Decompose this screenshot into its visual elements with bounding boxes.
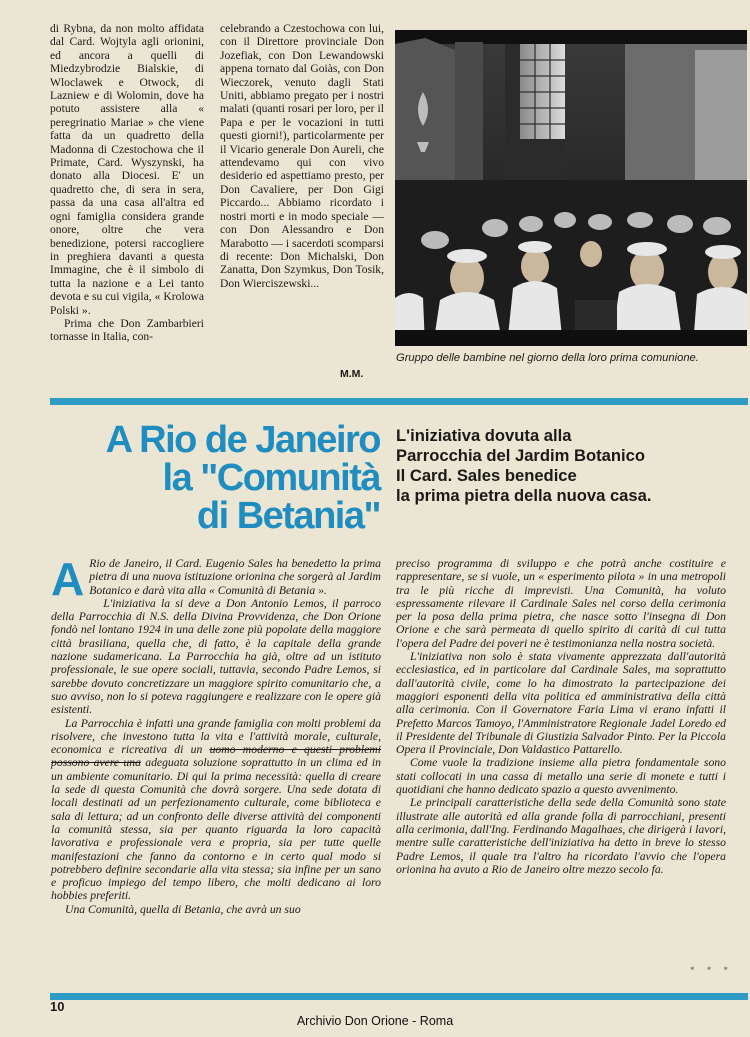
archive-footer: Archivio Don Orione - Roma — [296, 1014, 454, 1028]
section-divider-bottom — [50, 993, 748, 1000]
article-left-column — [51, 553, 381, 916]
drop-cap: A — [51, 553, 85, 605]
headline-line-3: di Betania" — [196, 495, 380, 537]
top-article-column-2 — [220, 22, 384, 290]
headline-line-1: A Rio de Janeiro — [105, 419, 380, 461]
body-paragraph: Una Comunità, quella di Betania, che avrà un suo — [65, 902, 301, 916]
article-deck — [396, 426, 736, 506]
body-paragraph: Le principali caratteristiche della sede della Comunità sono state illustrate alle autorità ed alla grande folla di parrocchiani, presenti alla cerimonia, dall'Ing. Ferdinando Magalhaes, che dirigerà i lavori, mentre sulle caratteristiche dell'iniziativa ha detto in breve lo stesso Padre Lemos, il quale tra l'altro ha ricordato l'avvio che l'opera orionina ha avuto a Rio de Janeiro oltre mezzo secolo fa. — [396, 796, 726, 876]
body-paragraph: Come vuole la tradizione insieme alla pietra fondamentale sono stati collocati in una cassa di metallo una serie di monete e tutti i quotidiani che hanno dedicato spazio a questo avvenimento. — [396, 756, 726, 797]
first-communion-photo-illustration — [395, 30, 747, 346]
deck-line-2: Parrocchia del Jardim Botanico — [396, 446, 645, 465]
body-paragraph — [51, 717, 381, 903]
top-article-col1-paragraph-1: di Rybna, da non molto affidata dal Card. Wojtyla agli orionini, ed ancora a quelli di Miedzybrodzie Bialskie, di Wloclawek e Otwock, di Lazniew e di Wolomin, dove ha potuto assistere alla « peregrinatio Mariae » che viene fatta da un quadretto della Madonna di Czestochowa che il Primate, Card. Wyszynski, ha donato alla Diocesi. E' un quadretto che, di sera in sera, passa da una casa all'altra ed ogni famiglia considera grande onore, oltre che vera benedizione, potersi raccogliere in preghiera davanti a questa Immagine, che è il simbolo di tutta la nazione e a Lei tanto devota e su cui vigila, « Krolowa Polski ». — [50, 22, 204, 317]
body-text: adeguata soluzione soprattutto in un clima ed in un ambiente comunitario. Di qui la prima necessità: quella di creare la sede di questa Comunità che dovrà sorgere. Una sede dotata di locali destinati ad un perfezionamento culturale, come biblioteca e sala di lettura; ad un confronto delle diverse attività dei componenti la comunità stessa, sia per quanto riguarda la loro capacità lavorativa e professionale vera e propria, sia per tutte quelle manifestazioni che fanno da contorno e in certo qual modo si potrebbero definire secondarie alla vita stessa; sia infine per un sano e proficuo impiego del tempo libero, che molti dedicano ai loro hobbies preferiti. — [51, 756, 381, 903]
photo-caption: Gruppo delle bambine nel giorno della loro prima comunione. — [396, 352, 699, 364]
body-paragraph: L'iniziativa la si deve a Don Antonio Lemos, il parroco della Parrocchia di N.S. della Divina Provvidenza, che Don Orione fondò nel lontano 1924 in una delle zone più popolate della maggiore città brasiliana, quella che, di fatto, è la capitale della grande nazione sudamericana. La Parrocchia ha già, oltre ad un istituto professionale, le sue opere sociali, tuttavia, secondo Padre Lemos, si sarebbe dovuto concretizzare un maggiore spirito comunitario che, a suo avviso, non lo si poteva raggiungere e realizzare con le opere già esistenti. — [51, 596, 381, 717]
headline-line-2: la "Comunità — [162, 457, 380, 499]
page-number: 10 — [50, 999, 65, 1014]
article-headline — [106, 421, 380, 535]
struck-text: uomo moderno e questi problemi possono avere una — [51, 743, 381, 770]
deck-line-3: Il Card. Sales benedice — [396, 466, 577, 485]
article-end-mark: * * * — [690, 965, 733, 975]
intro-text: Rio de Janeiro, il Card. Eugenio Sales ha benedetto la prima pietra di una nuova istituzione orionina che sorgerà al Jardim Botanico e darà vita alla « Comunità di Betania ». — [89, 557, 381, 597]
body-paragraph: L'iniziativa non solo è stata vivamente apprezzata dall'autorità ecclesiastica, ed in particolare dal Cardinale Sales, ma soprattutto dall'autorità civile, come lo ha dimostrato la partecipazione dei maggiori esponenti della vita politica ed amministrativa della città alla cerimonia. Con il Governatore Faria Lima vi erano infatti il Prefetto Marcos Tamoyo, l'Amministratore Regionale Jadel Loredo ed il Presidente del Tribunale di Giustizia Salvador Pinto. Per la Piccola Opera il Provinciale, Don Valdastico Pattarello. — [396, 650, 726, 757]
article-right-column — [396, 557, 726, 876]
body-paragraph: preciso programma di sviluppo e che potrà anche costituire e rappresentare, se si vuole, un « esperimento pilota » in una metropoli tra le più ricche di imprevisti. Una Comunità, ha voluto espressamente rilevare il Cardinale Sales nel corso della cerimonia per la posa della prima pietra, che nasce sotto l'insegna di Don Orione e che sarà permeata di quello spirito di carità di cui tutta l'opera del Padre dei poveri ne è testimonianza nella nostra società. — [396, 557, 726, 650]
section-divider-top — [50, 398, 748, 405]
body-text: La Parrocchia è infatti una grande famiglia con molti problemi da risolvere, che investono tutta la vita e l'attività morale, culturale, economica e ricreativa di un — [51, 716, 381, 757]
first-communion-photo — [395, 30, 747, 346]
author-signature: M.M. — [340, 368, 364, 380]
top-article-column-1 — [50, 22, 204, 344]
top-article-col1-paragraph-2: Prima che Don Zambarbieri tornasse in Italia, con- — [50, 316, 204, 344]
top-article-col2-paragraph: celebrando a Czestochowa con lui, con il Direttore provinciale Don Jozefiak, con Don Lewandowski appena tornato dal Goiàs, con Don Wieczorek, venuto dagli Stati Uniti, abbiamo pregato per i nostri malati (quanti rosari per loro, per il Papa e per le vocazioni in tutti questi giorni!), particolarmente per il Vicario generale Don Aureli, che attendevamo qui con vivo desiderio ed aspettiamo presto, per Don Cavaliere, per Don Gigi Piccardo... Abbiamo ricordato i nostri morti e in modo speciale — con Don Alessandro e Don Marabotto — i sacerdoti scomparsi di recente: Don Michalski, Don Zanatta, Don Szymkus, Don Tosik, Don Wierciszewski... — [220, 22, 384, 290]
body-paragraph-intro — [51, 553, 381, 605]
deck-line-4: la prima pietra della nuova casa. — [396, 486, 652, 505]
deck-line-1: L'iniziativa dovuta alla — [396, 426, 572, 445]
